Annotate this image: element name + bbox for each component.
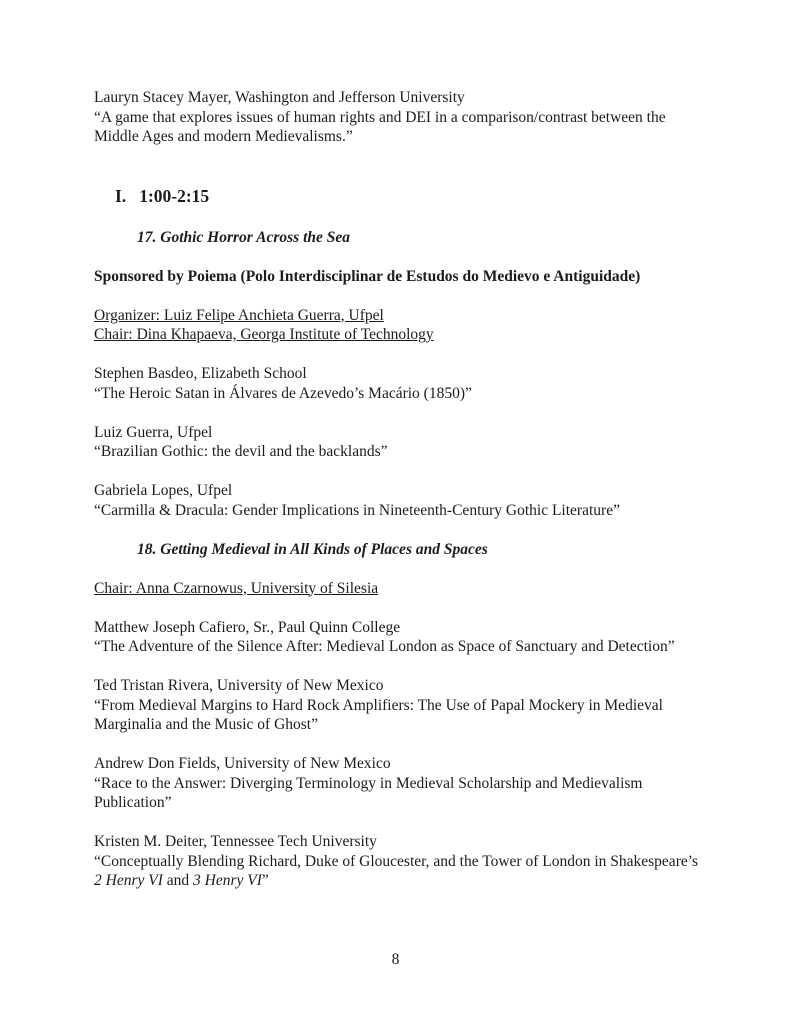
session-chair: Chair: Anna Czarnowus, University of Silesia [94, 579, 379, 597]
paper-speaker: Gabriela Lopes, Ufpel [94, 482, 233, 499]
paper-title-connector: and [162, 872, 194, 889]
session-18-title [94, 540, 708, 560]
paper-entry [94, 754, 708, 813]
time-slot-time: 1:00-2:15 [139, 185, 210, 206]
paper-title-close-quote: ” [261, 872, 269, 889]
paper-title: “Race to the Answer: Diverging Terminology in Medieval Scholarship and Medievalism Publication” [94, 774, 643, 811]
paper-speaker: Kristen M. Deiter, Tennessee Tech University [94, 833, 377, 850]
paper-title: “Carmilla & Dracula: Gender Implications in Nineteenth-Century Gothic Literature” [94, 501, 620, 519]
session-17-roles [94, 306, 708, 345]
session-title-text: Gothic Horror Across the Sea [160, 228, 351, 246]
work-title-3-henry-vi: 3 Henry VI [193, 872, 262, 889]
session-title-text: Getting Medieval in All Kinds of Places and Spaces [160, 540, 488, 558]
page-number: 8 [391, 951, 400, 968]
paper-entry [94, 832, 708, 891]
paper-entry [94, 423, 708, 462]
paper-title [94, 853, 698, 890]
paper-entry [94, 618, 708, 657]
paper-entry [94, 364, 708, 403]
paper-title: “From Medieval Margins to Hard Rock Amplifiers: The Use of Papal Mockery in Medieval Marginalia and the Music of Ghost” [94, 696, 663, 733]
session-18-roles [94, 579, 708, 599]
session-organizer: Organizer: Luiz Felipe Anchieta Guerra, Ufpel [94, 306, 384, 324]
session-17-sponsor: Sponsored by Poiema (Polo Interdisciplinar de Estudos do Medievo e Antiguidade) [94, 267, 641, 285]
session-number: 18. [137, 540, 157, 558]
paper-title: “The Adventure of the Silence After: Medieval London as Space of Sanctuary and Detection” [94, 638, 675, 655]
paper-speaker: Andrew Don Fields, University of New Mexico [94, 755, 391, 772]
paper-entry [94, 676, 708, 735]
work-title-2-henry-vi: 2 Henry VI [94, 872, 163, 889]
session-chair: Chair: Dina Khapaeva, Georga Institute of Technology [94, 326, 434, 343]
paper-speaker: Lauryn Stacey Mayer, Washington and Jefferson University [94, 89, 465, 106]
session-17-title [94, 228, 708, 248]
session-number: 17. [137, 228, 157, 246]
intro-entry [94, 88, 708, 147]
paper-title: “The Heroic Satan in Álvares de Azevedo’s Macário (1850)” [94, 384, 472, 402]
paper-speaker: Stephen Basdeo, Elizabeth School [94, 365, 307, 382]
time-slot-heading [94, 185, 708, 207]
paper-speaker: Ted Tristan Rivera, University of New Mexico [94, 677, 384, 694]
paper-speaker: Matthew Joseph Cafiero, Sr., Paul Quinn College [94, 618, 401, 636]
paper-speaker: Luiz Guerra, Ufpel [94, 423, 213, 441]
paper-entry [94, 481, 708, 520]
time-slot-numeral: I. [115, 185, 127, 206]
page-content [94, 88, 708, 910]
paper-title: “Brazilian Gothic: the devil and the backlands” [94, 443, 388, 460]
paper-title-lead: “Conceptually Blending Richard, Duke of Gloucester, and the Tower of London in Shakespeare’s [94, 852, 699, 870]
paper-title: “A game that explores issues of human rights and DEI in a comparison/contrast between the Middle Ages and modern Medievalisms.” [94, 108, 666, 145]
